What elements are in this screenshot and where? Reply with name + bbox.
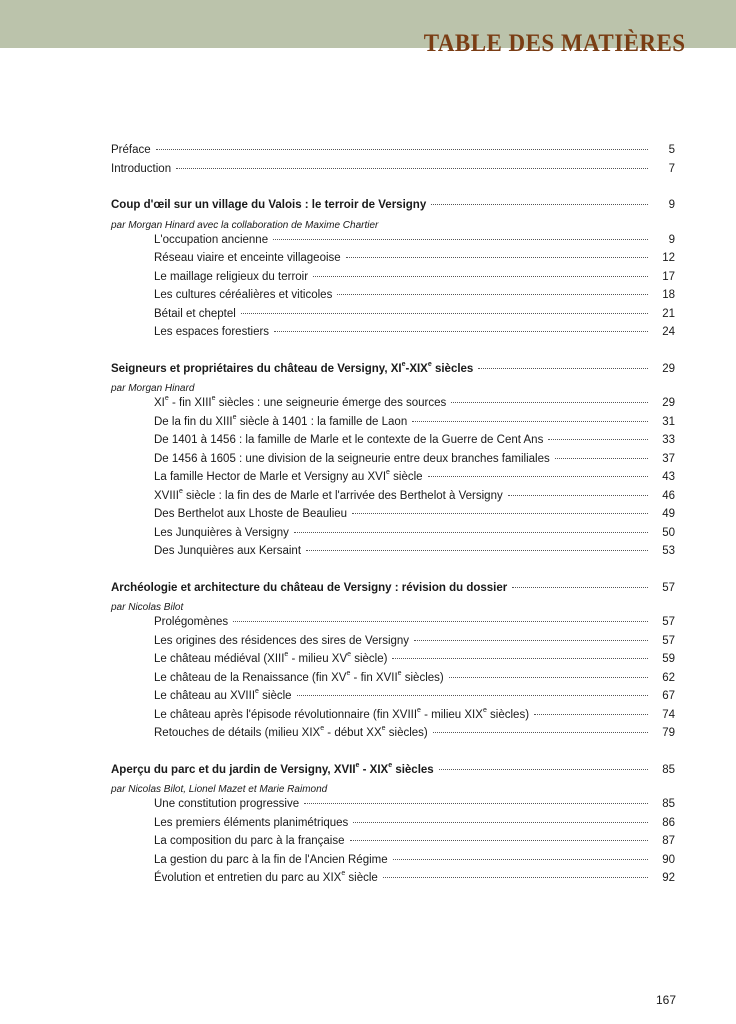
toc-entry[interactable] [111,234,675,253]
dot-leader [428,476,648,477]
toc-section-heading[interactable] [111,199,675,218]
toc-page-number: 21 [662,307,675,320]
dot-leader [555,458,648,459]
toc-entry[interactable] [111,252,675,271]
toc-section-heading[interactable] [111,761,675,783]
toc-entry[interactable] [111,653,675,672]
dot-leader [156,149,648,150]
dot-leader [337,294,648,295]
toc-entry-preface[interactable] [111,144,675,163]
toc-entry-title: Le château après l'épisode révolutionnaire (fin XVIIIe - milieu XIXe siècles) [154,706,530,721]
toc-entry[interactable] [111,413,675,435]
toc-entry-title: Une constitution progressive [154,798,300,810]
dot-leader [352,513,648,514]
toc-entry[interactable] [111,434,675,453]
toc-entry[interactable] [111,798,675,817]
toc-page-number: 59 [662,653,675,665]
toc-section-heading[interactable] [111,582,675,601]
toc-entry[interactable] [111,690,675,709]
page-title: TABLE DES MATIÈRES [424,30,686,57]
toc-entry[interactable] [111,326,675,345]
toc-entry-title: XVIIIe siècle : la fin des de Marle et l'arrivée des Berthelot à Versigny [154,487,503,502]
toc-page-number: 85 [662,763,675,776]
toc-entry[interactable] [111,706,675,728]
toc-entry-title: De 1456 à 1605 : une division de la seigneurie entre deux branches familiales [154,452,550,465]
toc-section-title: Coup d'œil sur un village du Valois : le terroir de Versigny [111,199,427,211]
toc-entry-title: De la fin du XIIIe siècle à 1401 : la famille de Laon [154,413,408,428]
dot-leader [273,239,648,240]
section-spacer [111,181,675,199]
toc-entry[interactable] [111,453,675,472]
toc-section-author: par Nicolas Bilot [111,602,184,613]
toc-entry[interactable] [111,835,675,854]
toc-page-number: 9 [668,199,675,211]
dot-leader [392,658,648,659]
toc-page-number: 17 [662,270,675,283]
toc-entry-title: Le maillage religieux du terroir [154,270,309,283]
toc-entry[interactable] [111,487,675,509]
toc-page-number: 50 [662,526,675,539]
dot-leader [353,822,648,823]
toc-page-number: 79 [662,727,675,739]
toc-entry[interactable] [111,508,675,527]
dot-leader [512,587,648,588]
toc-entry-title: De 1401 à 1456 : la famille de Marle et le contexte de la Guerre de Cent Ans [154,434,544,446]
toc-entry[interactable] [111,616,675,635]
dot-leader [414,640,648,641]
toc-page-number: 85 [662,798,675,810]
dot-leader [241,313,648,314]
dot-leader [294,532,648,533]
dot-leader [412,421,648,422]
toc-entry[interactable] [111,854,675,873]
toc-entry-title: Prolégomènes [154,616,229,628]
toc-page-number: 43 [662,471,675,483]
toc-entry-title: Introduction [111,162,172,175]
toc-entry-title: Les cultures céréalières et viticoles [154,289,333,301]
section-spacer [111,345,675,363]
toc-section-author: par Morgan Hinard [111,383,195,394]
toc-page-number: 57 [662,634,675,647]
toc-page-number: 74 [662,708,675,721]
dot-leader [346,257,648,258]
toc-entry-title: Les origines des résidences des sires de Versigny [154,634,410,647]
toc-entry-title: XIe - fin XIIIe siècles : une seigneurie émerge des sources [154,395,447,409]
toc-page-number: 29 [662,397,675,409]
toc-entry[interactable] [111,527,675,546]
table-of-contents [111,144,675,891]
dot-leader [433,732,648,733]
dot-leader [297,695,648,696]
toc-entry-title: L'occupation ancienne [154,233,269,246]
toc-page-number: 87 [662,835,675,847]
toc-entry[interactable] [111,397,675,416]
toc-section-author: par Nicolas Bilot, Lionel Mazet et Marie Raimond [111,784,328,795]
toc-page-number: 5 [668,144,675,156]
dot-leader [304,803,648,804]
toc-page-number: 53 [662,545,675,557]
dot-leader [548,439,648,440]
toc-entry[interactable] [111,471,675,490]
toc-section-title: Seigneurs et propriétaires du château de Versigny, XIe-XIXe siècles [111,360,474,375]
dot-leader [508,495,648,496]
dot-leader [313,276,648,277]
toc-page-number: 67 [662,690,675,702]
toc-section-title: Aperçu du parc et du jardin de Versigny, XVIIe - XIXe siècles [111,761,434,776]
toc-page-number: 90 [662,853,675,866]
toc-section-title: Archéologie et architecture du château de Versigny : révision du dossier [111,581,508,594]
dot-leader [176,168,648,169]
toc-entry-title: Réseau viaire et enceinte villageoise [154,252,341,264]
toc-section-author: par Morgan Hinard avec la collaboration de Maxime Chartier [111,219,379,231]
toc-entry[interactable] [111,289,675,308]
dot-leader [350,840,649,841]
toc-entry[interactable] [111,635,675,654]
toc-page-number: 18 [662,289,675,301]
dot-leader [274,331,648,332]
toc-entry-title: Bétail et cheptel [154,307,236,320]
toc-page-number: 33 [662,434,675,446]
toc-page-number: 29 [662,362,675,375]
toc-entry-title: Les premiers éléments planimétriques [154,816,349,829]
toc-entry[interactable] [111,727,675,746]
dot-leader [306,550,648,551]
toc-page-number: 12 [662,252,675,264]
dot-leader [383,877,648,878]
toc-entry[interactable] [111,669,675,691]
toc-entry-title: Les Junquières à Versigny [154,526,289,539]
toc-page-number: 86 [662,816,675,829]
toc-page-number: 57 [662,581,675,594]
toc-entry-title: Le château de la Renaissance (fin XVe - fin XVIIe siècles) [154,669,444,684]
toc-entry[interactable] [111,308,675,327]
toc-entry-title: Le château au XVIIIe siècle [154,688,292,702]
toc-page-number: 9 [668,233,675,246]
toc-entry-title: Retouches de détails (milieu XIXe - début XXe siècles) [154,725,428,739]
toc-entry-introduction[interactable] [111,163,675,182]
page-number: 167 [655,993,676,1007]
toc-entry-title: Évolution et entretien du parc au XIXe siècle [154,870,378,884]
toc-sections [111,181,675,891]
toc-page-number: 92 [662,872,675,884]
toc-entry-title: Des Junquières aux Kersaint [154,545,302,557]
dot-leader [478,368,648,369]
dot-leader [534,714,648,715]
toc-section-heading[interactable] [111,360,675,382]
toc-entry[interactable] [111,271,675,290]
toc-entry-title: Préface [111,144,151,156]
toc-entry-title: La composition du parc à la française [154,835,345,847]
dot-leader [393,859,648,860]
toc-entry-title: Des Berthelot aux Lhoste de Beaulieu [154,508,348,520]
toc-entry[interactable] [111,545,675,564]
toc-page-number: 62 [662,671,675,684]
toc-entry-title: La gestion du parc à la fin de l'Ancien Régime [154,853,388,866]
section-spacer [111,746,675,764]
toc-page-number: 7 [668,162,675,175]
toc-page-number: 24 [662,326,675,338]
toc-entry[interactable] [111,817,675,836]
dot-leader [431,204,648,205]
toc-entry-title: Le château médiéval (XIIIe - milieu XVe siècle) [154,651,388,665]
toc-page-number: 37 [662,452,675,465]
toc-page-number: 49 [662,508,675,520]
toc-entry-title: La famille Hector de Marle et Versigny au XVIe siècle [154,469,423,483]
toc-page-number: 31 [662,415,675,428]
toc-entry[interactable] [111,872,675,891]
dot-leader [451,402,648,403]
toc-page-number: 46 [662,489,675,502]
toc-entry-title: Les espaces forestiers [154,326,270,338]
dot-leader [449,677,648,678]
dot-leader [439,769,648,770]
dot-leader [233,621,648,622]
section-spacer [111,564,675,582]
toc-page-number: 57 [662,616,675,628]
